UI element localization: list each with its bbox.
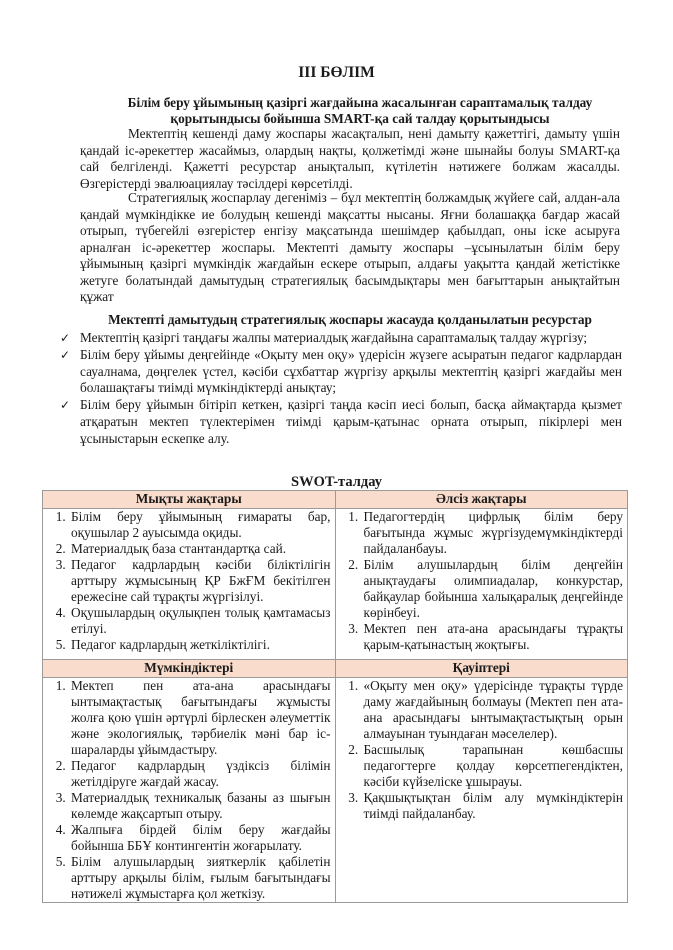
- list-item: 1. «Оқыту мен оқу» үдерісінде тұрақты түрде даму жағдайының болмауы (Мектеп пен ата-ана арасындағы ынтымақтастықтың орын алмауынан туындаған мәселелер).: [362, 678, 624, 742]
- list-item: 3. Мектеп пен ата-ана арасындағы тұрақты қарым-қатынастың жоқтығы.: [362, 621, 624, 653]
- resource-item: [60, 330, 622, 347]
- list-item: 1. Білім беру ұйымының ғимараты бар, оқушылар 2 ауысымда оқиды.: [69, 509, 331, 541]
- list-item: 1. Педагогтердің цифрлық білім беру бағытында жұмыс жүргізудемүмкіндіктерді пайдаланбауы.: [362, 509, 624, 557]
- strengths-header: Мықты жақтары: [43, 491, 336, 509]
- threats-cell: [335, 678, 628, 903]
- strengths-cell: [43, 509, 336, 660]
- swot-table: [42, 490, 628, 903]
- list-item: 4. Оқушылардың оқулықпен толық қамтамасыз етілуі.: [69, 605, 331, 637]
- weaknesses-cell: [335, 509, 628, 660]
- list-item: 5. Білім алушылардың зияткерлік қабілетін арттыру арқылы білім, ғылым бағытындағы нәтижелі жұмыстарға қол жеткізу.: [69, 854, 331, 902]
- resource-item-text: Білім беру ұйымы деңгейінде «Оқыту мен оқу» үдерісін жүзеге асыратын педагог кадрлардан сауалнама, дөңгелек үстел, кәсіби сұхбаттар жүргізу арқылы мектептің қазіргі жағдайы мен болашақтағы тиімді мүмкіндіктерді анықтау;: [80, 346, 622, 396]
- intro-paragraph: Мектептің кешенді даму жоспары жасақталып, нені дамыту қажеттігі, дамыту үшін қандай іс-әрекеттер жасаймыз, олардың нақты, қолжетімді және шынайы болуы SMART-қа сай белгіленді. Қажетті ресурстар анықталып, күтілетін нәтижеге болжам жасалды. Өзгерістерді эвалюациялау тәсілдері көрсетілді.: [80, 126, 620, 191]
- resource-item: [60, 397, 622, 447]
- resource-item-text: Мектептің қазіргі таңдағы жалпы материалдық жағдайына сараптамалық талдау жүргізу;: [80, 330, 588, 345]
- list-item: 5. Педагог кадрлардың жеткіліктілігі.: [69, 637, 331, 653]
- checkmark-icon: ✓: [60, 331, 71, 345]
- swot-row: [43, 678, 628, 903]
- section-subtitle: Білім беру ұйымының қазіргі жағдайына жасалынған сараптамалық талдау қорытындысы бойынша SMART-қа сай талдау қорытындысы: [127, 95, 593, 126]
- list-item: 3. Қақшықтықтан білім алу мүмкіндіктерін тиімді пайдаланбау.: [362, 790, 624, 822]
- threats-header: Қауіптері: [335, 660, 628, 678]
- list-item: 2. Білім алушылардың білім деңгейін анықтаудағы олимпиадалар, конкурстар, байқаулар бойынша халықаралық деңгейінде көрінбеуі.: [362, 557, 624, 621]
- strengths-list: [47, 509, 331, 653]
- swot-row: [43, 509, 628, 660]
- swot-header-row: [43, 660, 628, 678]
- resources-list: [60, 330, 622, 448]
- resource-item-text: Білім беру ұйымын бітіріп кеткен, қазіргі таңда кәсіп иесі болып, басқа аймақтарда қызмет атқаратын мектеп түлектерімен тиімді қарым-қатынас орната отырып, пікірлері мен ұсыныстарын ескепке алу.: [80, 397, 622, 446]
- section-title: ІІІ БӨЛІМ: [298, 64, 375, 81]
- list-item: 1. Мектеп пен ата-ана арасындағы ынтымақтастық бағытындағы жұмысты жолға қою үшін әртүрлі бірлескен әлеуметтік және экологиялық, тәрбиелік мәні бар іс-шараларды ұйымдастыру.: [69, 678, 331, 758]
- swot-title: SWOT-талдау: [291, 474, 382, 490]
- list-item: 2. Басшылық тарапынан көшбасшы педагогтерге қолдау көрсетпегендіктен, кәсіби күйзеліске ұшырауы.: [362, 742, 624, 790]
- opportunities-cell: [43, 678, 336, 903]
- list-item: 2. Материалдық база стантандартқа сай.: [69, 541, 331, 557]
- opportunities-list: [47, 678, 331, 902]
- resource-item: [60, 347, 622, 397]
- resources-heading: Мектепті дамытудың стратегиялық жоспары жасауда қолданылатын ресурстар: [108, 312, 592, 327]
- checkmark-icon: ✓: [60, 398, 71, 413]
- list-item: 4. Жалпыға бірдей білім беру жағдайы бойынша ББҰ контингентін жоғарылату.: [69, 822, 331, 854]
- opportunities-header: Мүмкіндіктері: [43, 660, 336, 678]
- list-item: 3. Материалдық техникалық базаны аз шығын көлемде жақсартып отыру.: [69, 790, 331, 822]
- strategy-paragraph: Стратегиялық жоспарлау дегеніміз – бұл мектептің болжамдық жүйеге сай, алдан-ала қандай мүмкіндікке ие болудың кешенді мақсатты нысаны. Яғни болашаққа бағдар жасай отырып, түбегейлі өзгерістер енгізу мақсатында шешімдер қабылдап, оны іске асыруға арналған іс-әрекеттер жоспары. Мектепті дамыту жоспары –ұсынылатын білім беру ұйымының қазіргі мүмкіндік жағдайын ескере отырып, алдағы уақытта қандай жетістікке жетуге болатындай дамытудың стратегиялық басымдықтары мен бағыттарын анықтайтын құжат: [80, 190, 620, 304]
- list-item: 3. Педагог кадрлардың кәсіби біліктілігін арттыру жұмысының ҚР БжҒМ бекітілген ережесіне сай тұрақты жүргізілуі.: [69, 557, 331, 605]
- weaknesses-header: Әлсіз жақтары: [335, 491, 628, 509]
- swot-header-row: [43, 491, 628, 509]
- checkmark-icon: ✓: [60, 347, 71, 362]
- weaknesses-list: [340, 509, 624, 653]
- list-item: 2. Педагог кадрлардың үздіксіз білімін жетілдіруге жағдай жасау.: [69, 758, 331, 790]
- threats-list: [340, 678, 624, 822]
